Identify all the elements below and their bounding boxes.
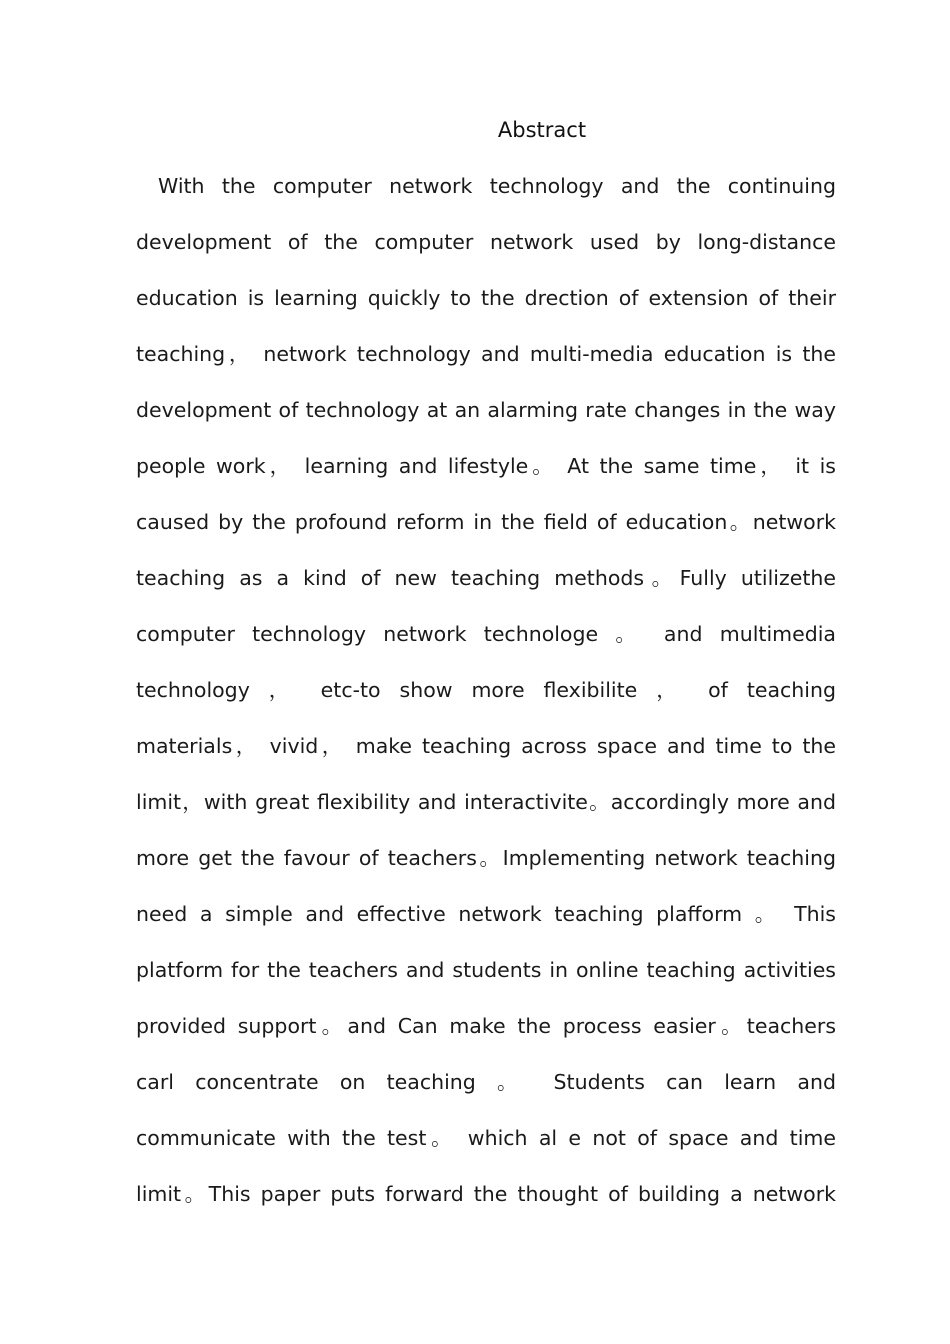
text-line: carl concentrate on teaching 。 Students can learn and: [136, 1070, 836, 1094]
abstract-title: Abstract: [497, 118, 587, 142]
text-line: caused by the profound reform in the field of education。network: [136, 510, 836, 534]
text-line: teaching as a kind of new teaching methods。Fully utilizethe: [136, 566, 836, 590]
text-line: technology ， etc-to show more flexibilite ， of teaching: [136, 678, 836, 702]
text-line: limit。This paper puts forward the thought of building a network: [136, 1182, 836, 1206]
text-line: development of technology at an alarming rate changes in the way: [136, 398, 836, 422]
text-line: platform for the teachers and students in online teaching activities: [136, 958, 836, 982]
text-line: communicate with the test。 which al e not of space and time: [136, 1126, 836, 1150]
abstract-body: [136, 158, 836, 1222]
text-line: education is learning quickly to the drection of extension of their: [136, 286, 836, 310]
text-line: With the computer network technology and the continuing: [158, 174, 836, 198]
text-line: teaching， network technology and multi-media education is the: [136, 342, 836, 366]
text-line: materials， vivid， make teaching across space and time to the: [136, 734, 836, 758]
text-line: need a simple and effective network teaching plafform 。 This: [136, 902, 836, 926]
text-line: people work， learning and lifestyle。 At the same time， it is: [136, 454, 836, 478]
text-line: limit，with great flexibility and interactivite。accordingly more and: [136, 790, 836, 814]
text-line: development of the computer network used by long-distance: [136, 230, 836, 254]
text-line: provided support。and Can make the process easier。teachers: [136, 1014, 836, 1038]
text-line: computer technology network technologe 。 and multimedia: [136, 622, 836, 646]
text-line: more get the favour of teachers。Implementing network teaching: [136, 846, 836, 870]
